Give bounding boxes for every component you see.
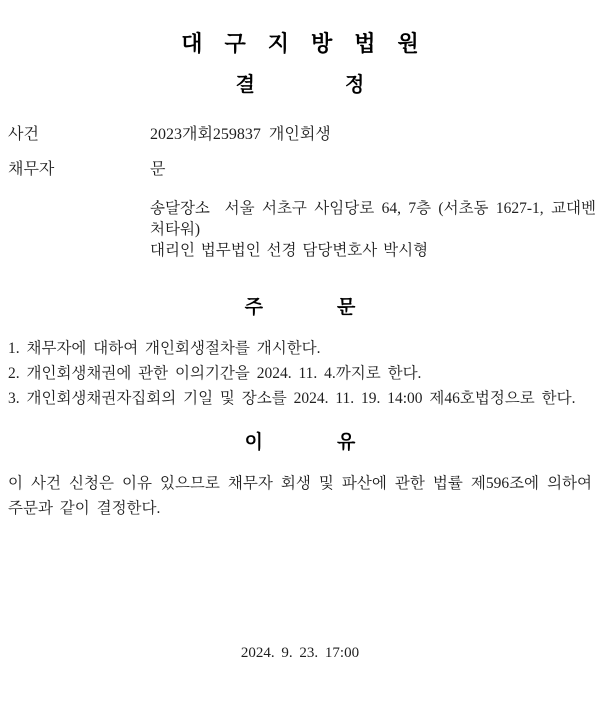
order-item-3: 3. 개인회생채권자집회의 기일 및 장소를 2024. 11. 19. 14:00 제46호법정으로 한다. [8,390,576,407]
decision-datetime: 2024. 9. 23. 17:00 [240,645,360,661]
representative-line: 대리인 법무법인 선경 담당변호사 박시형 [150,242,429,259]
order-section-title: 주문 [244,297,430,318]
case-number-value: 2023개회259837 개인회생 [150,126,331,143]
court-name-title: 대구지방법원 [181,31,441,56]
case-fields [8,127,592,178]
debtor-value: 문 [150,161,166,178]
order-item-2: 2. 개인회생채권에 관한 이의기간을 2024. 11. 4.까지로 한다. [8,365,422,382]
reason-text: 이 사건 신청은 이유 있으므로 채무자 회생 및 파산에 관한 법률 제596조에 의하여 주문과 같이 결정한다. [8,475,592,517]
service-address-line: 송달장소 서울 서초구 사임당로 64, 7층 (서초동 1627-1, 교대벤처타워) [150,200,596,238]
case-number-row [8,127,592,143]
debtor-details-block [150,198,596,261]
order-items-list [8,336,592,411]
document-type-title: 결정 [235,74,455,96]
order-item-1: 1. 채무자에 대하여 개인회생절차를 개시한다. [8,340,321,357]
decision-document [0,33,600,715]
reason-section-title: 이유 [244,432,430,453]
debtor-row [8,162,592,178]
debtor-label: 채무자 [8,161,55,178]
case-number-label: 사건 [8,126,39,143]
